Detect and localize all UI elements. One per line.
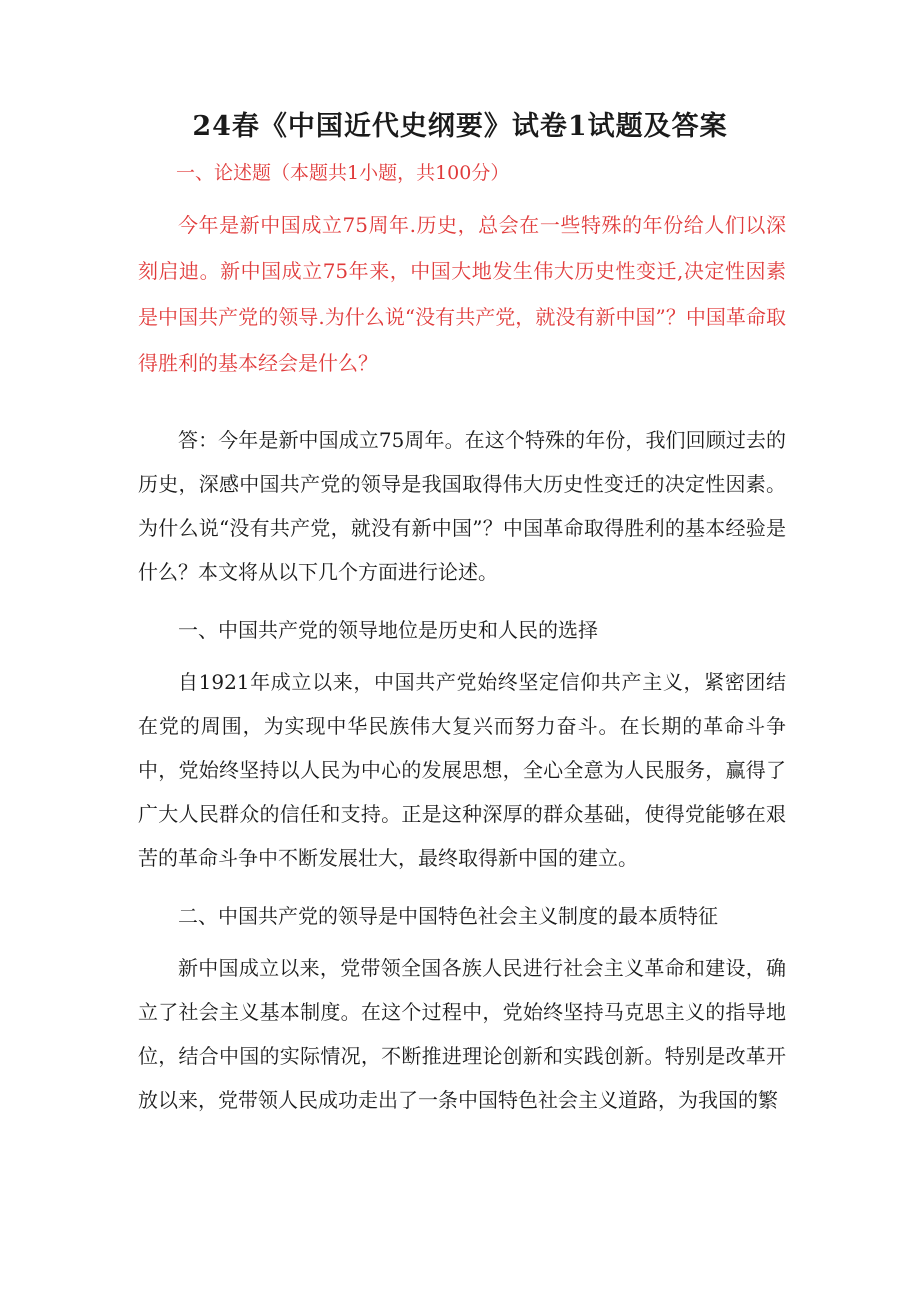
section-heading: 一、论述题（本题共1小题，共100分） (176, 162, 510, 184)
answer-heading-1: 一、中国共产党的领导地位是历史和人民的选择 (178, 618, 598, 642)
answer-paragraph-1: 自1921年成立以来，中国共产党始终坚定信仰共产主义，紧密团结在党的周围，为实现中华民族伟大复兴而努力奋斗。在长期的革命斗争中，党始终坚持以人民为中心的发展思想，全心全意为人民服务，赢得了广大人民群众的信任和支持。正是这种深厚的群众基础，使得党能够在艰苦的革命斗争中不断发展壮大，最终取得新中国的建立。 (138, 670, 786, 870)
answer-heading-2: 二、中国共产党的领导是中国特色社会主义制度的最本质特征 (178, 904, 718, 928)
answer-intro: 答：今年是新中国成立75周年。在这个特殊的年份，我们回顾过去的历史，深感中国共产党的领导是我国取得伟大历史性变迁的决定性因素。为什么说“没有共产党，就没有新中国”？中国革命取得胜利的基本经验是什么？本文将从以下几个方面进行论述。 (138, 428, 786, 584)
question-block (138, 158, 786, 386)
answer-paragraph-2: 新中国成立以来，党带领全国各族人民进行社会主义革命和建设，确立了社会主义基本制度。在这个过程中，党始终坚持马克思主义的指导地位，结合中国的实际情况，不断推进理论创新和实践创新。特别是改革开放以来，党带领人民成功走出了一条中国特色社会主义道路，为我国的繁 (138, 956, 786, 1112)
document-title: 24春《中国近代史纲要》试卷1试题及答案 (192, 111, 728, 142)
answer-block (138, 418, 786, 1136)
question-prompt: 今年是新中国成立75周年.历史，总会在一些特殊的年份给人们以深刻启迪。新中国成立75年来，中国大地发生伟大历史性变迁,决定性因素是中国共产党的领导.为什么说“没有共产党，就没有新中国”？中国革命取得胜利的基本经会是什么？ (138, 213, 786, 375)
